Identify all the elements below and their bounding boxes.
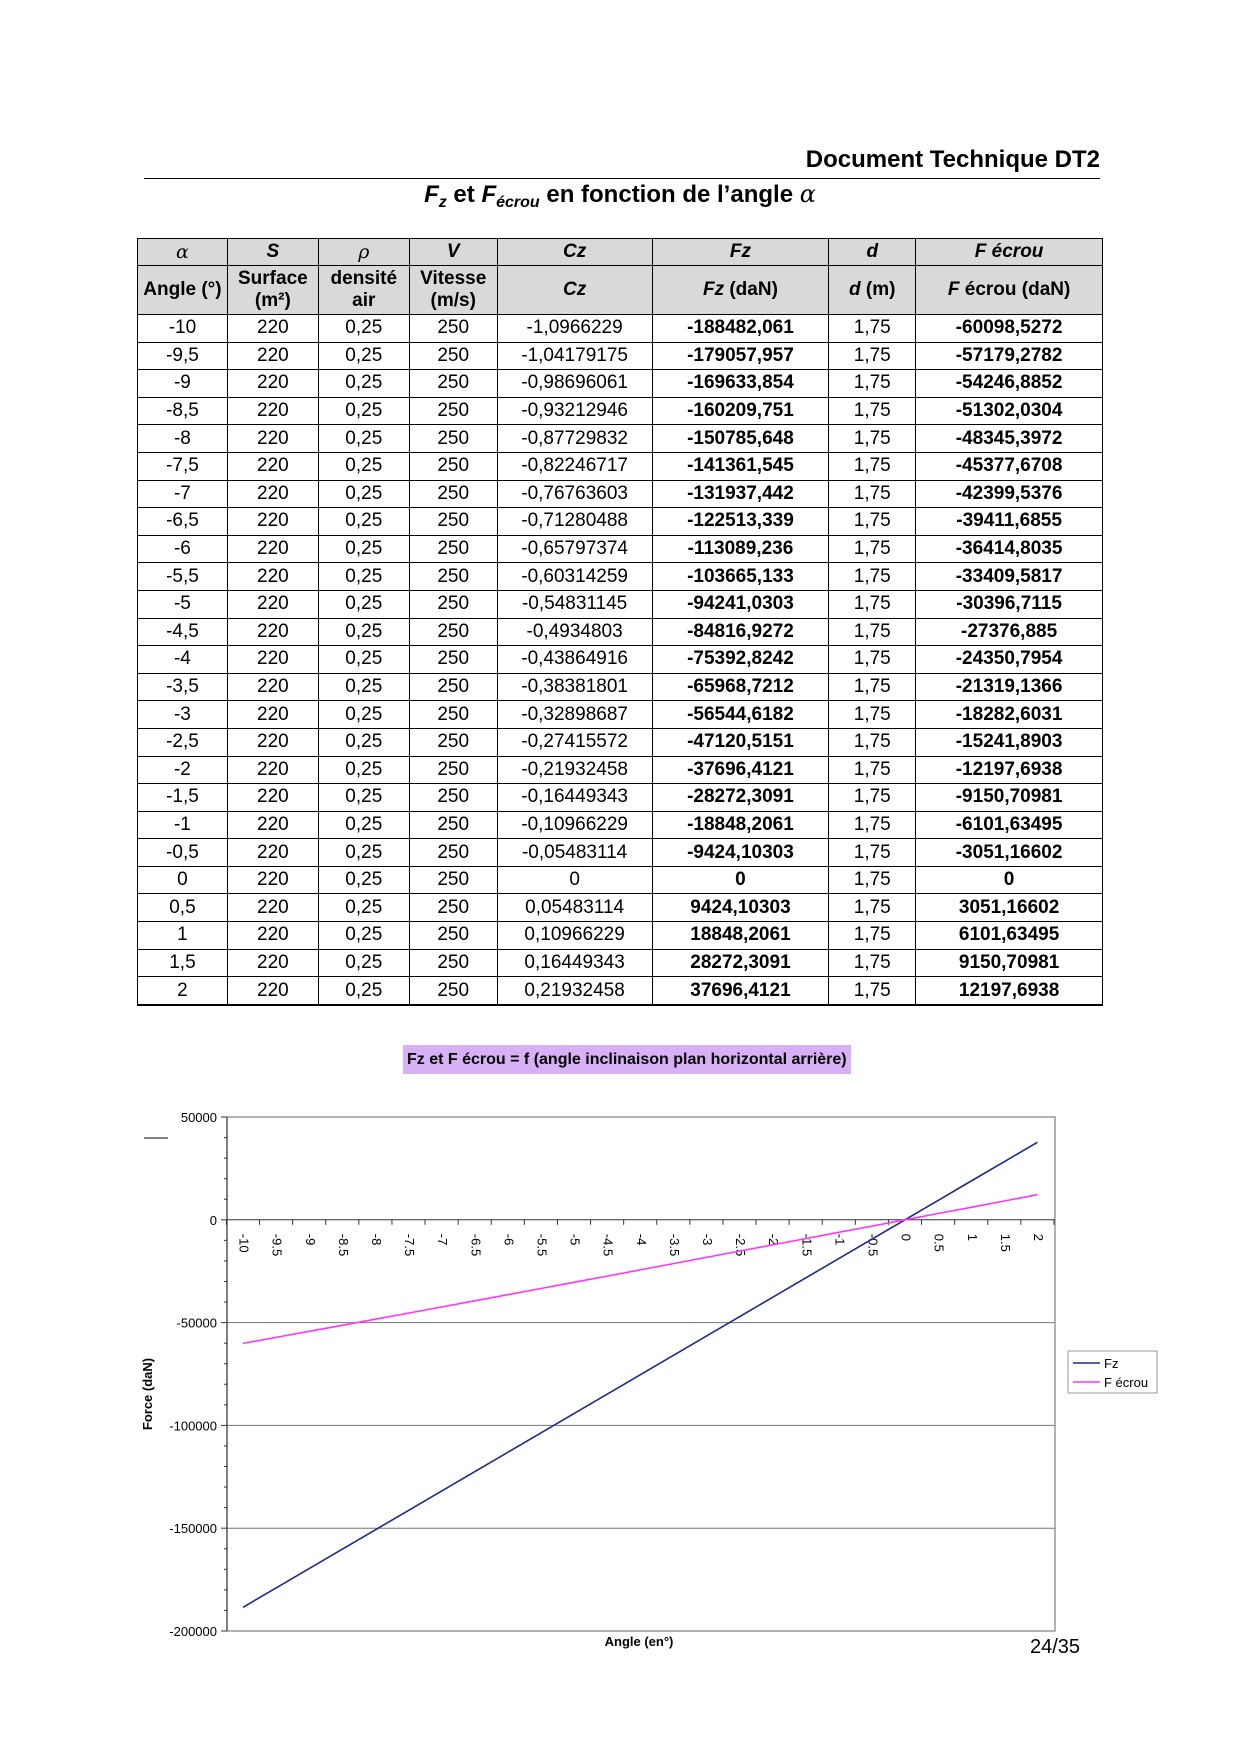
table-cell: 220 <box>227 452 318 480</box>
table-cell: 1,75 <box>829 977 916 1005</box>
table-cell: 220 <box>227 866 318 894</box>
table-cell: 220 <box>227 618 318 646</box>
table-cell: 1,75 <box>829 728 916 756</box>
table-cell: -0,16449343 <box>497 784 652 812</box>
x-tick-label: -8.5 <box>335 1233 351 1257</box>
header-f-ecrou <box>916 266 1103 315</box>
table-cell: 0,25 <box>318 784 409 812</box>
table-cell: 220 <box>227 977 318 1005</box>
table-cell: -6 <box>138 535 228 563</box>
table-cell: 0,25 <box>318 866 409 894</box>
header-density: densité air <box>318 266 409 315</box>
table-cell: 250 <box>409 701 497 729</box>
table-cell: -18282,6031 <box>916 701 1103 729</box>
header-fz <box>652 266 829 315</box>
table-cell: 0,25 <box>318 397 409 425</box>
table-cell: -7,5 <box>138 452 228 480</box>
table-cell: -2,5 <box>138 728 228 756</box>
table-cell: -1,0966229 <box>497 315 652 343</box>
header-speed: Vitesse (m/s) <box>409 266 497 315</box>
table-cell: -0,21932458 <box>497 756 652 784</box>
line-chart <box>0 1090 1240 1650</box>
table-cell: -0,82246717 <box>497 452 652 480</box>
table-cell: 2 <box>138 977 228 1005</box>
table-cell: -51302,0304 <box>916 397 1103 425</box>
x-tick-label: -3 <box>699 1233 715 1246</box>
legend-label: F écrou <box>1104 1375 1149 1390</box>
table-row <box>138 397 1103 425</box>
table-cell: 1,75 <box>829 425 916 453</box>
table-cell: 220 <box>227 728 318 756</box>
table-cell: 250 <box>409 839 497 867</box>
header-d <box>829 266 916 315</box>
table-row <box>138 866 1103 894</box>
table-cell: 1,75 <box>829 618 916 646</box>
x-tick-label: -4 <box>633 1233 649 1246</box>
table-cell: 220 <box>227 701 318 729</box>
table-cell: -160209,751 <box>652 397 829 425</box>
table-cell: 28272,3091 <box>652 949 829 977</box>
table-row <box>138 535 1103 563</box>
table-cell: 0,16449343 <box>497 949 652 977</box>
table-row <box>138 839 1103 867</box>
table-cell: 1,75 <box>829 811 916 839</box>
header-surface: Surface (m²) <box>227 266 318 315</box>
table-cell: 250 <box>409 811 497 839</box>
x-tick-label: -2 <box>766 1233 782 1246</box>
x-tick-label: -1.5 <box>799 1233 815 1257</box>
table-cell: -24350,7954 <box>916 646 1103 674</box>
table-cell: 250 <box>409 866 497 894</box>
table-cell: 1,75 <box>829 894 916 922</box>
table-row <box>138 315 1103 343</box>
y-axis-title: Force (daN) <box>140 1357 155 1431</box>
table-symbol-row <box>138 239 1103 266</box>
x-tick-label: -9 <box>302 1233 318 1246</box>
table-cell: 250 <box>409 508 497 536</box>
x-tick-label: -7 <box>435 1233 451 1246</box>
table-cell: 1,75 <box>829 342 916 370</box>
x-tick-label: -8 <box>368 1233 384 1246</box>
table-cell: 250 <box>409 535 497 563</box>
table-cell: -0,60314259 <box>497 563 652 591</box>
table-cell: -8 <box>138 425 228 453</box>
table-row <box>138 342 1103 370</box>
table-cell: -3 <box>138 701 228 729</box>
x-tick-label: -0.5 <box>865 1233 881 1257</box>
x-tick-label: -1 <box>832 1233 848 1246</box>
table-cell: -1,04179175 <box>497 342 652 370</box>
table-cell: 1,75 <box>829 590 916 618</box>
x-tick-label: -9.5 <box>269 1233 285 1257</box>
table-cell: -37696,4121 <box>652 756 829 784</box>
table-row <box>138 646 1103 674</box>
table-cell: -57179,2782 <box>916 342 1103 370</box>
table-cell: 1,75 <box>829 563 916 591</box>
table-cell: 0,25 <box>318 811 409 839</box>
table-cell: -65968,7212 <box>652 673 829 701</box>
table-cell: 220 <box>227 480 318 508</box>
x-tick-label: -6 <box>501 1233 517 1246</box>
table-cell: 1,75 <box>829 397 916 425</box>
symbol-f-ecrou: F écrou <box>916 239 1103 266</box>
table-cell: 220 <box>227 342 318 370</box>
table-cell: 250 <box>409 728 497 756</box>
table-cell: 220 <box>227 811 318 839</box>
table-cell: 0,5 <box>138 894 228 922</box>
x-axis-title: Angle (en°) <box>604 1634 674 1649</box>
table-cell: 0 <box>916 866 1103 894</box>
table-cell: -9424,10303 <box>652 839 829 867</box>
x-tick-label: 0 <box>898 1233 914 1242</box>
table-cell: 0,10966229 <box>497 922 652 950</box>
header-angle: Angle (°) <box>138 266 228 315</box>
x-tick-label: -3.5 <box>666 1233 682 1257</box>
table-cell: 1,75 <box>829 784 916 812</box>
title-conjunction: et <box>446 181 482 208</box>
table-cell: -113089,236 <box>652 535 829 563</box>
table-cell: 0,25 <box>318 646 409 674</box>
table-cell: 0,21932458 <box>497 977 652 1005</box>
table-cell: -18848,2061 <box>652 811 829 839</box>
table-cell: 220 <box>227 315 318 343</box>
x-tick-label: 1.5 <box>997 1233 1013 1252</box>
table-cell: 1,75 <box>829 315 916 343</box>
table-cell: 1,75 <box>829 452 916 480</box>
table-cell: -0,65797374 <box>497 535 652 563</box>
table-cell: 0,25 <box>318 618 409 646</box>
table-row <box>138 811 1103 839</box>
table-row <box>138 728 1103 756</box>
table-cell: 1,75 <box>829 922 916 950</box>
table-cell: 0 <box>138 866 228 894</box>
table-cell: 250 <box>409 397 497 425</box>
symbol-cz: Cz <box>497 239 652 266</box>
table-cell: 1,75 <box>829 535 916 563</box>
table-cell: 1,75 <box>829 701 916 729</box>
table-cell: -169633,854 <box>652 370 829 398</box>
header-fz-symbol: Fz <box>702 279 725 300</box>
x-tick-label: 1 <box>964 1233 980 1242</box>
table-cell: -0,10966229 <box>497 811 652 839</box>
document-title <box>0 180 1240 212</box>
table-cell: 250 <box>409 756 497 784</box>
header-d-unit: (m) <box>860 279 896 300</box>
table-cell: 0,25 <box>318 315 409 343</box>
table-cell: -54246,8852 <box>916 370 1103 398</box>
table-cell: 220 <box>227 397 318 425</box>
table-cell: 1,75 <box>829 949 916 977</box>
chart-title: Fz et F écrou = f (angle inclinaison plan horizontal arrière) <box>403 1045 851 1074</box>
table-cell: 250 <box>409 315 497 343</box>
table-cell: 250 <box>409 977 497 1005</box>
table-cell: 220 <box>227 590 318 618</box>
title-text: en fonction de l’angle <box>539 181 800 208</box>
table-row <box>138 425 1103 453</box>
table-cell: -1 <box>138 811 228 839</box>
table-cell: -84816,9272 <box>652 618 829 646</box>
table-cell: 0,25 <box>318 480 409 508</box>
table-cell: 0,25 <box>318 590 409 618</box>
table-cell: 1,75 <box>829 480 916 508</box>
table-cell: 220 <box>227 839 318 867</box>
table-cell: -122513,339 <box>652 508 829 536</box>
table-cell: -30396,7115 <box>916 590 1103 618</box>
table-row <box>138 370 1103 398</box>
table-cell: 1,75 <box>829 839 916 867</box>
table-cell: -28272,3091 <box>652 784 829 812</box>
symbol-s: S <box>227 239 318 266</box>
table-cell: -5,5 <box>138 563 228 591</box>
x-tick-label: -2.5 <box>733 1233 749 1257</box>
title-subscript-z: z <box>438 194 447 211</box>
table-cell: 6101,63495 <box>916 922 1103 950</box>
table-cell: 250 <box>409 949 497 977</box>
table-cell: -7 <box>138 480 228 508</box>
table-cell: 0,25 <box>318 342 409 370</box>
y-tick-label: -150000 <box>169 1521 217 1537</box>
table-cell: -21319,1366 <box>916 673 1103 701</box>
table-cell: -3051,16602 <box>916 839 1103 867</box>
symbol-d: d <box>829 239 916 266</box>
table-cell: -0,05483114 <box>497 839 652 867</box>
table-cell: -56544,6182 <box>652 701 829 729</box>
y-tick-label: 0 <box>209 1212 217 1228</box>
table-row <box>138 480 1103 508</box>
x-tick-label: 0.5 <box>931 1233 947 1252</box>
table-cell: -6101,63495 <box>916 811 1103 839</box>
table-cell: -12197,6938 <box>916 756 1103 784</box>
table-cell: -2 <box>138 756 228 784</box>
symbol-rho: ρ <box>318 239 409 266</box>
x-tick-label: -5 <box>567 1233 583 1246</box>
table-cell: -36414,8035 <box>916 535 1103 563</box>
table-cell: 0 <box>652 866 829 894</box>
data-table <box>137 238 1103 1006</box>
table-name-row <box>138 266 1103 315</box>
x-tick-label: -7.5 <box>402 1233 418 1257</box>
table-row <box>138 563 1103 591</box>
table-row <box>138 784 1103 812</box>
table-cell: 220 <box>227 508 318 536</box>
table-cell: 250 <box>409 784 497 812</box>
table-cell: -0,5 <box>138 839 228 867</box>
table-cell: -47120,5151 <box>652 728 829 756</box>
table-cell: 0,25 <box>318 425 409 453</box>
page-number: 24/35 <box>1030 1636 1081 1658</box>
table-row <box>138 949 1103 977</box>
table-cell: 1,75 <box>829 370 916 398</box>
table-cell: 18848,2061 <box>652 922 829 950</box>
table-cell: 250 <box>409 563 497 591</box>
table-cell: 0,25 <box>318 370 409 398</box>
y-tick-label: -50000 <box>176 1315 217 1331</box>
table-row <box>138 452 1103 480</box>
header-cz: Cz <box>497 266 652 315</box>
table-cell: 0,25 <box>318 922 409 950</box>
table-cell: -33409,5817 <box>916 563 1103 591</box>
table-cell: -94241,0303 <box>652 590 829 618</box>
table-cell: 220 <box>227 894 318 922</box>
table-row <box>138 590 1103 618</box>
y-tick-label: 50000 <box>180 1110 217 1125</box>
table-cell: -103665,133 <box>652 563 829 591</box>
table-cell: -0,98696061 <box>497 370 652 398</box>
table-cell: 37696,4121 <box>652 977 829 1005</box>
table-cell: 220 <box>227 756 318 784</box>
table-cell: -0,38381801 <box>497 673 652 701</box>
table-cell: -0,71280488 <box>497 508 652 536</box>
table-cell: 1 <box>138 922 228 950</box>
table-cell: -0,87729832 <box>497 425 652 453</box>
table-cell: 9150,70981 <box>916 949 1103 977</box>
table-row <box>138 894 1103 922</box>
table-cell: 220 <box>227 922 318 950</box>
title-subscript-ecrou: écrou <box>496 194 540 211</box>
table-cell: 0 <box>497 866 652 894</box>
y-tick-label: -200000 <box>169 1624 217 1639</box>
table-cell: -150785,648 <box>652 425 829 453</box>
table-cell: 250 <box>409 618 497 646</box>
table-cell: -0,4934803 <box>497 618 652 646</box>
table-cell: 220 <box>227 646 318 674</box>
table-cell: 250 <box>409 452 497 480</box>
table-cell: -42399,5376 <box>916 480 1103 508</box>
table-cell: -0,76763603 <box>497 480 652 508</box>
table-cell: -141361,545 <box>652 452 829 480</box>
title-symbol-f1: F <box>424 181 439 208</box>
table-row <box>138 756 1103 784</box>
table-cell: 1,75 <box>829 866 916 894</box>
table-cell: -9,5 <box>138 342 228 370</box>
table-cell: 0,25 <box>318 508 409 536</box>
table-cell: 0,25 <box>318 701 409 729</box>
table-cell: 0,25 <box>318 756 409 784</box>
table-row <box>138 922 1103 950</box>
table-cell: -179057,957 <box>652 342 829 370</box>
table-cell: 220 <box>227 673 318 701</box>
table-cell: 220 <box>227 563 318 591</box>
table-cell: 1,75 <box>829 508 916 536</box>
table-cell: 250 <box>409 590 497 618</box>
table-cell: 220 <box>227 370 318 398</box>
table-cell: 220 <box>227 535 318 563</box>
table-cell: 1,75 <box>829 673 916 701</box>
table-cell: -9 <box>138 370 228 398</box>
table-cell: 0,25 <box>318 728 409 756</box>
symbol-fz: Fz <box>652 239 829 266</box>
x-tick-label: -10 <box>236 1233 252 1253</box>
table-cell: -0,32898687 <box>497 701 652 729</box>
document-header: Document Technique DT2 <box>144 146 1100 179</box>
table-row <box>138 701 1103 729</box>
table-cell: -75392,8242 <box>652 646 829 674</box>
table-cell: 250 <box>409 342 497 370</box>
table-cell: -8,5 <box>138 397 228 425</box>
table-cell: -9150,70981 <box>916 784 1103 812</box>
table-cell: 12197,6938 <box>916 977 1103 1005</box>
x-tick-label: -4.5 <box>600 1233 616 1257</box>
table-cell: 0,25 <box>318 949 409 977</box>
table-cell: 250 <box>409 894 497 922</box>
table-cell: -60098,5272 <box>916 315 1103 343</box>
table-cell: -15241,8903 <box>916 728 1103 756</box>
table-cell: -188482,061 <box>652 315 829 343</box>
header-f-ecrou-unit: écrou (daN) <box>959 279 1071 300</box>
table-cell: 250 <box>409 922 497 950</box>
table-cell: 220 <box>227 784 318 812</box>
table-cell: -0,27415572 <box>497 728 652 756</box>
table-cell: 220 <box>227 949 318 977</box>
symbol-v: V <box>409 239 497 266</box>
table-row <box>138 673 1103 701</box>
table-cell: 0,25 <box>318 673 409 701</box>
header-f-ecrou-symbol: F <box>947 279 960 300</box>
title-alpha-symbol: α <box>799 180 816 208</box>
table-cell: 220 <box>227 425 318 453</box>
table-body <box>138 315 1103 1005</box>
table-cell: 0,25 <box>318 563 409 591</box>
table-cell: -10 <box>138 315 228 343</box>
table-cell: 250 <box>409 646 497 674</box>
y-tick-label: -100000 <box>169 1418 217 1434</box>
table-cell: 0,25 <box>318 535 409 563</box>
table-cell: 9424,10303 <box>652 894 829 922</box>
table-cell: 0,05483114 <box>497 894 652 922</box>
table-cell: -48345,3972 <box>916 425 1103 453</box>
table-cell: 1,5 <box>138 949 228 977</box>
x-tick-label: -6.5 <box>468 1233 484 1257</box>
header-fz-unit: (daN) <box>724 279 778 300</box>
title-symbol-f2: F <box>481 181 497 208</box>
table-cell: 0,25 <box>318 977 409 1005</box>
table-cell: -6,5 <box>138 508 228 536</box>
table-cell: -4 <box>138 646 228 674</box>
table-cell: -1,5 <box>138 784 228 812</box>
table-row <box>138 977 1103 1005</box>
x-tick-label: -5.5 <box>534 1233 550 1257</box>
table-cell: 1,75 <box>829 756 916 784</box>
table-cell: 250 <box>409 425 497 453</box>
table-cell: -4,5 <box>138 618 228 646</box>
table-cell: 0,25 <box>318 839 409 867</box>
table-cell: -131937,442 <box>652 480 829 508</box>
table-cell: 1,75 <box>829 646 916 674</box>
table-cell: -5 <box>138 590 228 618</box>
table-cell: -3,5 <box>138 673 228 701</box>
table-cell: -0,54831145 <box>497 590 652 618</box>
table-cell: -0,43864916 <box>497 646 652 674</box>
table-cell: 250 <box>409 480 497 508</box>
symbol-alpha: α <box>138 239 228 266</box>
legend-label: Fz <box>1104 1356 1119 1371</box>
table-cell: -0,93212946 <box>497 397 652 425</box>
table-cell: 0,25 <box>318 452 409 480</box>
table-cell: 250 <box>409 673 497 701</box>
table-row <box>138 618 1103 646</box>
table-cell: 0,25 <box>318 894 409 922</box>
table-cell: -27376,885 <box>916 618 1103 646</box>
table-row <box>138 508 1103 536</box>
table-cell: -39411,6855 <box>916 508 1103 536</box>
header-d-symbol: d <box>849 279 861 300</box>
x-tick-label: 2 <box>1030 1233 1046 1242</box>
table-cell: 3051,16602 <box>916 894 1103 922</box>
table-cell: -45377,6708 <box>916 452 1103 480</box>
table-cell: 250 <box>409 370 497 398</box>
